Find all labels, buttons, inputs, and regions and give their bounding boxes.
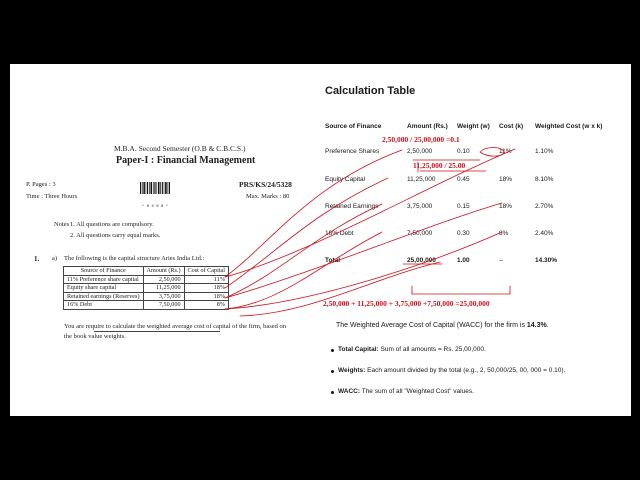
question-number: 1. <box>34 255 40 263</box>
table-cell: 0.15 <box>457 203 470 210</box>
note-2: 2. All questions carry equal marks. <box>70 232 161 239</box>
column-header: Weight (w) <box>457 123 490 130</box>
table-row <box>64 275 229 284</box>
bullet-item <box>338 346 486 353</box>
barcode-icon <box>140 182 170 209</box>
calculation-title: Calculation Table <box>325 85 416 97</box>
table-cell: 16% Debt <box>325 230 354 237</box>
paper-title: Paper-I : Financial Management <box>116 155 256 166</box>
bullet-text: Sum of all amounts = Rs. 25,00,000. <box>378 346 486 353</box>
exam-time: Time : Three Hours <box>26 193 78 200</box>
annotation-equity-weight: 11,25,000 / 25.00 <box>413 161 466 170</box>
column-header: Cost of Capital <box>184 267 228 276</box>
column-header: Amount (Rs.) <box>407 123 448 130</box>
bullet-icon <box>331 370 334 373</box>
table-cell: 11,25,000 <box>407 176 436 183</box>
summary-suffix: . <box>546 322 549 329</box>
exam-paper <box>10 64 310 416</box>
paper-code: PRS/KS/24/5328 <box>239 180 292 189</box>
bullet-text: The sum of all "Weighted Cost" values. <box>360 388 474 395</box>
bullet-label: Total Capital: <box>338 346 379 353</box>
total-cost: -- <box>499 257 504 264</box>
table-cell: 18% <box>499 176 513 183</box>
annotation-pref-weight: 2,50,000 / 25,00,000 =0.1 <box>382 135 460 144</box>
table-cell: 11% <box>184 275 228 284</box>
table-cell: 3,75,000 <box>143 292 184 301</box>
table-cell: 18% <box>499 203 513 210</box>
wacc-summary <box>336 322 549 329</box>
question-text: The following is the capital structure Aries India Ltd.: <box>64 255 205 262</box>
table-row <box>64 292 229 301</box>
summary-prefix: The Weighted Average Cost of Capital (WACC) for the firm is <box>336 322 527 329</box>
table-cell: 0.10 <box>457 148 470 155</box>
table-cell: Equity Capital <box>325 176 366 183</box>
table-cell: 2,50,000 <box>143 275 184 284</box>
table-row <box>64 284 229 293</box>
barcode-digits: * 0 4 0 8 * <box>141 205 169 209</box>
page-count: P. Pages : 3 <box>26 181 56 188</box>
bullet-label: Weights: <box>338 367 366 374</box>
table-cell: 2,50,000 <box>407 148 433 155</box>
total-label: Total <box>325 257 341 264</box>
bullet-item <box>338 388 474 395</box>
table-cell: 3,75,000 <box>407 203 433 210</box>
semester-line: M.B.A. Second Semester (O.B & C.B.C.S.) <box>114 144 246 153</box>
total-weight: 1.00 <box>457 257 470 264</box>
table-cell: Retained earnings (Reserves) <box>64 292 144 301</box>
table-cell: 7,50,000 <box>407 230 433 237</box>
calculation-panel <box>316 64 631 416</box>
table-cell: 16% Debt <box>64 301 144 310</box>
column-header: Amount (Rs.) <box>143 267 184 276</box>
column-header: Weighted Cost (w x k) <box>535 123 603 130</box>
column-header: Source of Finance <box>325 123 382 130</box>
bullet-item <box>338 367 565 374</box>
table-cell: 8% <box>184 301 228 310</box>
notes-heading: Notes : <box>54 221 73 228</box>
table-cell: 8.10% <box>535 176 554 183</box>
table-cell: Retained Earnings <box>325 203 379 210</box>
table-header-row <box>64 267 229 276</box>
table-cell: 2.40% <box>535 230 554 237</box>
video-frame <box>10 64 631 416</box>
table-cell: 18% <box>184 284 228 293</box>
instruction-line-1: You are require to calculate the weighted average cost of capital of the firm, based on <box>64 323 287 330</box>
question-part: a) <box>52 255 58 262</box>
annotation-sum-line: 2,50,000 + 11,25,000 + 3,75,000 +7,50,000 =25,00,000 <box>323 299 490 308</box>
bullet-text: Each amount divided by the total (e.g., 2, 50,000/25, 00, 000 = 0.10). <box>365 367 566 374</box>
table-cell: Equity share capital <box>64 284 144 293</box>
table-cell: 2.70% <box>535 203 554 210</box>
column-header: Source of Finance <box>64 267 144 276</box>
column-header: Cost (k) <box>499 123 524 130</box>
total-amount: 25,00,000 <box>407 257 436 264</box>
underline-mark <box>94 331 220 332</box>
table-cell: 7,50,000 <box>143 301 184 310</box>
total-weighted-cost: 14.30% <box>535 257 558 264</box>
table-cell: 8% <box>499 230 509 237</box>
bullet-label: WACC: <box>338 388 361 395</box>
table-row <box>64 301 229 310</box>
table-cell: 18% <box>184 292 228 301</box>
table-cell: 0.45 <box>457 176 470 183</box>
instruction-line-2: the book value weights. <box>64 333 126 340</box>
capital-structure-table <box>63 266 229 310</box>
table-cell: 0.30 <box>457 230 470 237</box>
max-marks: Max. Marks : 80 <box>246 193 290 200</box>
table-cell: 11% Preference share capital <box>64 275 144 284</box>
table-cell: 1.10% <box>535 148 554 155</box>
table-cell: 11% <box>499 148 512 155</box>
table-cell: 11,25,000 <box>143 284 184 293</box>
note-1: 1. All questions are compulsory. <box>70 221 154 228</box>
table-cell: Preference Shares <box>325 148 380 155</box>
summary-value: 14.3% <box>526 322 547 329</box>
bullet-icon <box>331 391 334 394</box>
bullet-icon <box>331 349 334 352</box>
